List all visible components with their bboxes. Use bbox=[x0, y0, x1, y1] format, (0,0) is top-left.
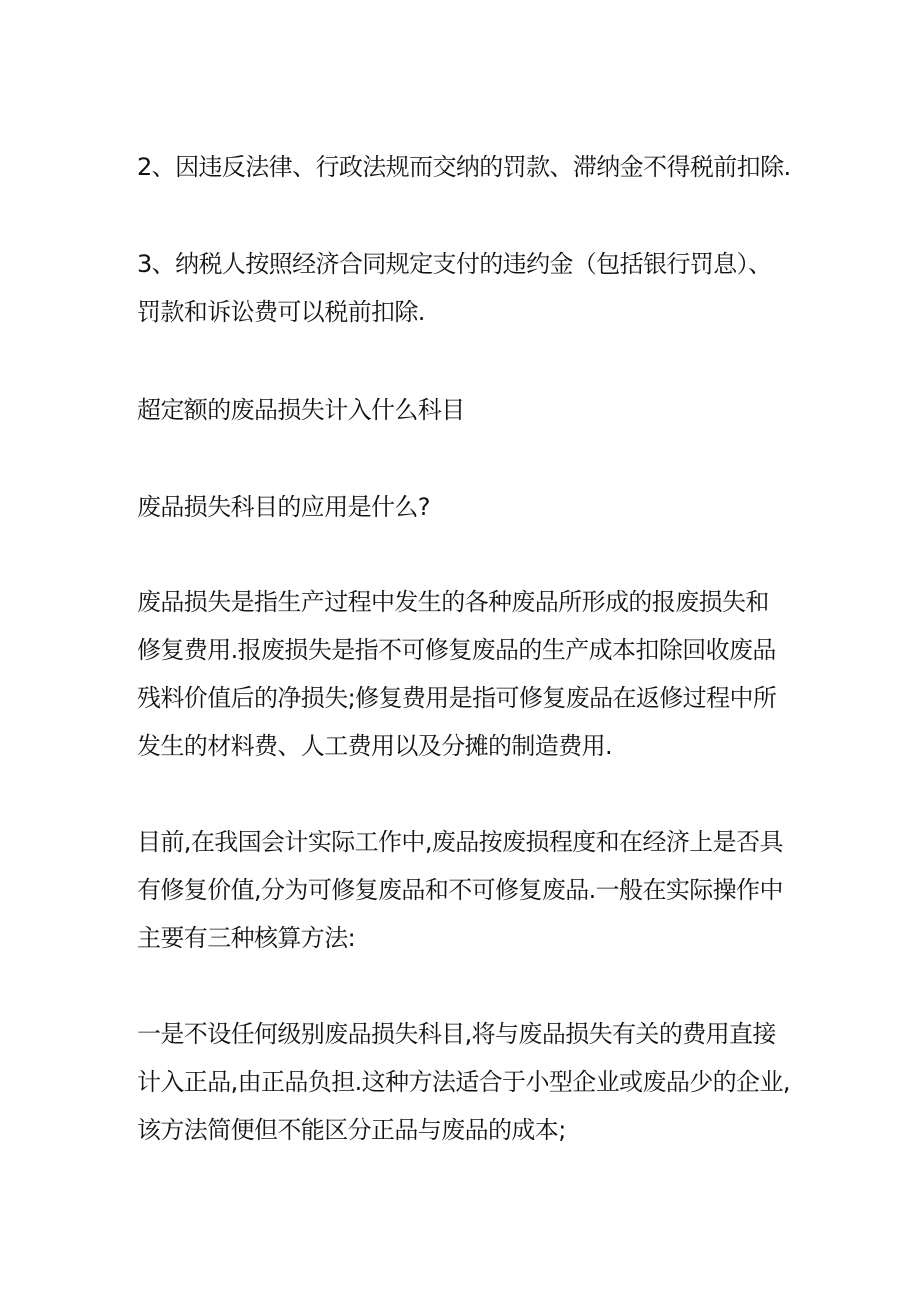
text-line: 有修复价值,分为可修复废品和不可修复废品.一般在实际操作中 bbox=[137, 876, 783, 904]
text-line: 发生的材料费、人工费用以及分摊的制造费用. bbox=[137, 732, 613, 760]
paragraph-method-1 bbox=[137, 1010, 797, 1154]
paragraph-definition bbox=[137, 578, 797, 770]
text-line: 罚款和诉讼费可以税前扣除. bbox=[137, 298, 425, 326]
text-line: 计入正品,由正品负担.这种方法适合于小型企业或废品少的企业, bbox=[137, 1068, 790, 1096]
section-heading bbox=[137, 386, 797, 434]
text-line: 目前,在我国会计实际工作中,废品按废损程度和在经济上是否具 bbox=[137, 828, 783, 856]
text-line: 2、因违反法律、行政法规而交纳的罚款、滞纳金不得税前扣除. bbox=[137, 153, 791, 181]
text-line: 超定额的废品损失计入什么科目 bbox=[137, 396, 465, 424]
text-line: 废品损失科目的应用是什么? bbox=[137, 493, 430, 521]
question-line bbox=[137, 483, 797, 531]
text-line: 一是不设任何级别废品损失科目,将与废品损失有关的费用直接 bbox=[137, 1020, 776, 1048]
text-line: 主要有三种核算方法: bbox=[137, 924, 356, 952]
paragraph-item-3 bbox=[137, 240, 797, 336]
paragraph-item-2 bbox=[137, 143, 797, 191]
text-line: 该方法简便但不能区分正品与废品的成本; bbox=[137, 1116, 566, 1144]
text-line: 修复费用.报废损失是指不可修复废品的生产成本扣除回收废品 bbox=[137, 636, 776, 664]
text-line: 残料价值后的净损失;修复费用是指可修复废品在返修过程中所 bbox=[137, 684, 777, 712]
text-line: 废品损失是指生产过程中发生的各种废品所形成的报废损失和 bbox=[137, 588, 769, 616]
paragraph-methods-intro bbox=[137, 818, 797, 962]
text-line: 3、纳税人按照经济合同规定支付的违约金（包括银行罚息）、 bbox=[137, 250, 772, 278]
